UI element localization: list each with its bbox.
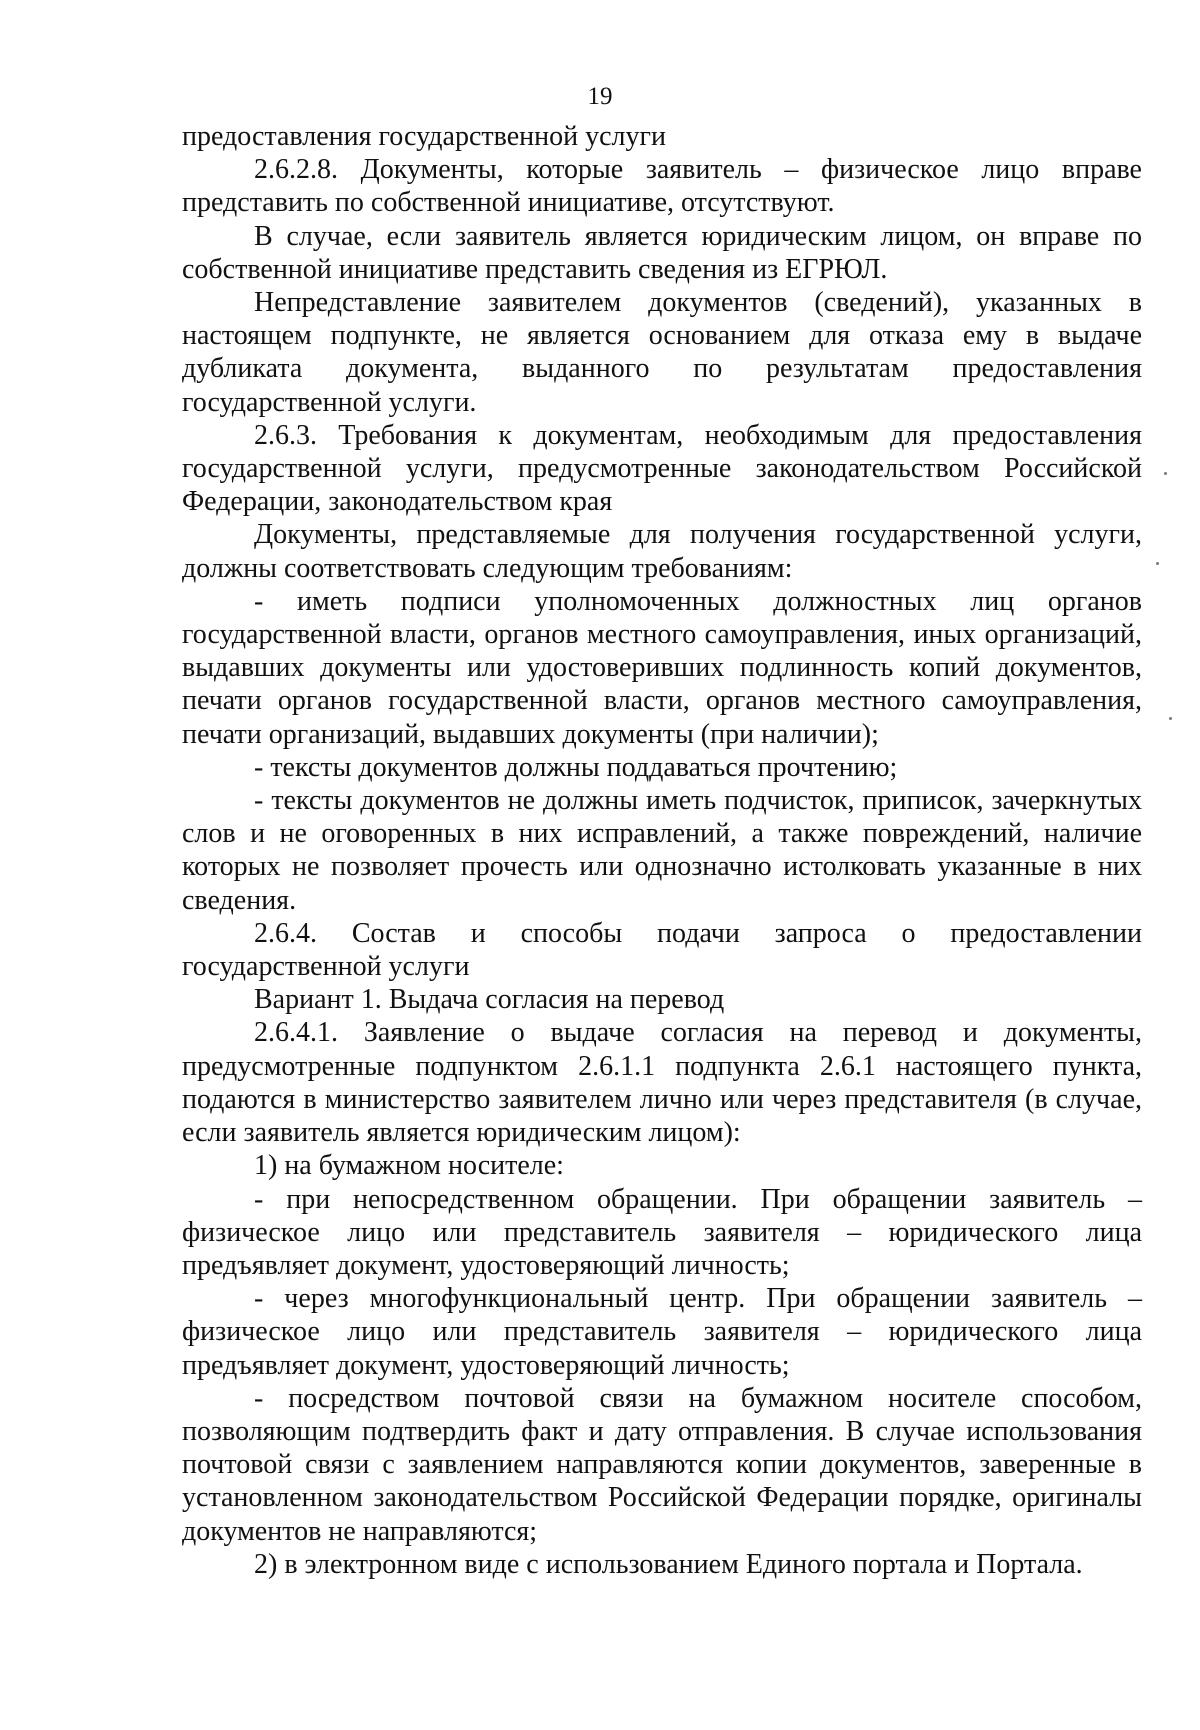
paragraph-2-6-4: 2.6.4. Состав и способы подачи запроса о предоставлении государственной услуги: [182, 917, 1142, 983]
paragraph-2-6-3: 2.6.3. Требования к документам, необходимым для предоставления государственной услуги, предусмотренные законодательством Российской Федерации, законодательством края: [182, 419, 1142, 518]
paragraph-continuation: предоставления государственной услуги: [182, 121, 666, 152]
page-number: 19: [587, 83, 613, 110]
paragraph-variant-1: Вариант 1. Выдача согласия на перевод: [254, 984, 725, 1016]
scan-mark-dot: [1169, 717, 1172, 720]
scan-mark-dot: [1164, 472, 1167, 475]
paragraph-2-6-4-1: 2.6.4.1. Заявление о выдаче согласия на перевод и документы, предусмотренные подпунктом 2.6.1.1 подпункта 2.6.1 настоящего пункта, подаются в министерство заявителем лично или через представителя (в случае, если заявитель является юридическим лицом):: [182, 1017, 1142, 1149]
scan-mark-dot: [1156, 562, 1159, 565]
list-item-mfc: - через многофункциональный центр. При обращении заявитель – физическое лицо или представитель заявителя – юридического лица предъявляет документ, удостоверяющий личность;: [182, 1283, 1142, 1381]
list-item-signatures: - иметь подписи уполномоченных должностных лиц органов государственной власти, органов местного самоуправления, иных организаций, выдавших документы или удостоверивших подлинность копий документов, печати органов государственной власти, органов местного самоуправления, печати организаций, выдавших документы (при наличии);: [182, 585, 1142, 750]
list-item-no-erasures: - тексты документов не должны иметь подчисток, приписок, зачеркнутых слов и не оговоренных в них исправлений, а также повреждений, наличие которых не позволяет прочесть или однозначно истолковать указанные в них сведения.: [182, 785, 1142, 916]
list-item-paper: 1) на бумажном носителе:: [254, 1150, 564, 1182]
list-item-readable: - тексты документов должны поддаваться прочтению;: [254, 751, 898, 783]
paragraph-legal-entity: В случае, если заявитель является юридическим лицом, он вправе по собственной инициативе представить сведения из ЕГРЮЛ.: [182, 220, 1142, 285]
paragraph-2-6-2-8: 2.6.2.8. Документы, которые заявитель – физическое лицо вправе представить по собственной инициативе, отсутствуют.: [182, 154, 1142, 219]
paragraph-non-submission: Непредставление заявителем документов (сведений), указанных в настоящем подпункте, не является основанием для отказа ему в выдаче дубликата документа, выданного по результатам предоставления государственной услуги.: [182, 287, 1142, 418]
list-item-electronic: 2) в электронном виде с использованием Единого портала и Портала.: [254, 1548, 1083, 1580]
document-body: [182, 120, 1142, 1581]
list-item-direct-appeal: - при непосредственном обращении. При обращении заявитель – физическое лицо или представитель заявителя – юридического лица предъявляет документ, удостоверяющий личность;: [182, 1183, 1142, 1281]
list-item-post: - посредством почтовой связи на бумажном носителе способом, позволяющим подтвердить факт и дату отправления. В случае использования почтовой связи с заявлением направляются копии документов, заверенные в установленном законодательством Российской Федерации порядке, оригиналы документов не направляются;: [182, 1382, 1142, 1547]
paragraph-document-requirements: Документы, представляемые для получения государственной услуги, должны соответствовать следующим требованиям:: [182, 519, 1142, 584]
